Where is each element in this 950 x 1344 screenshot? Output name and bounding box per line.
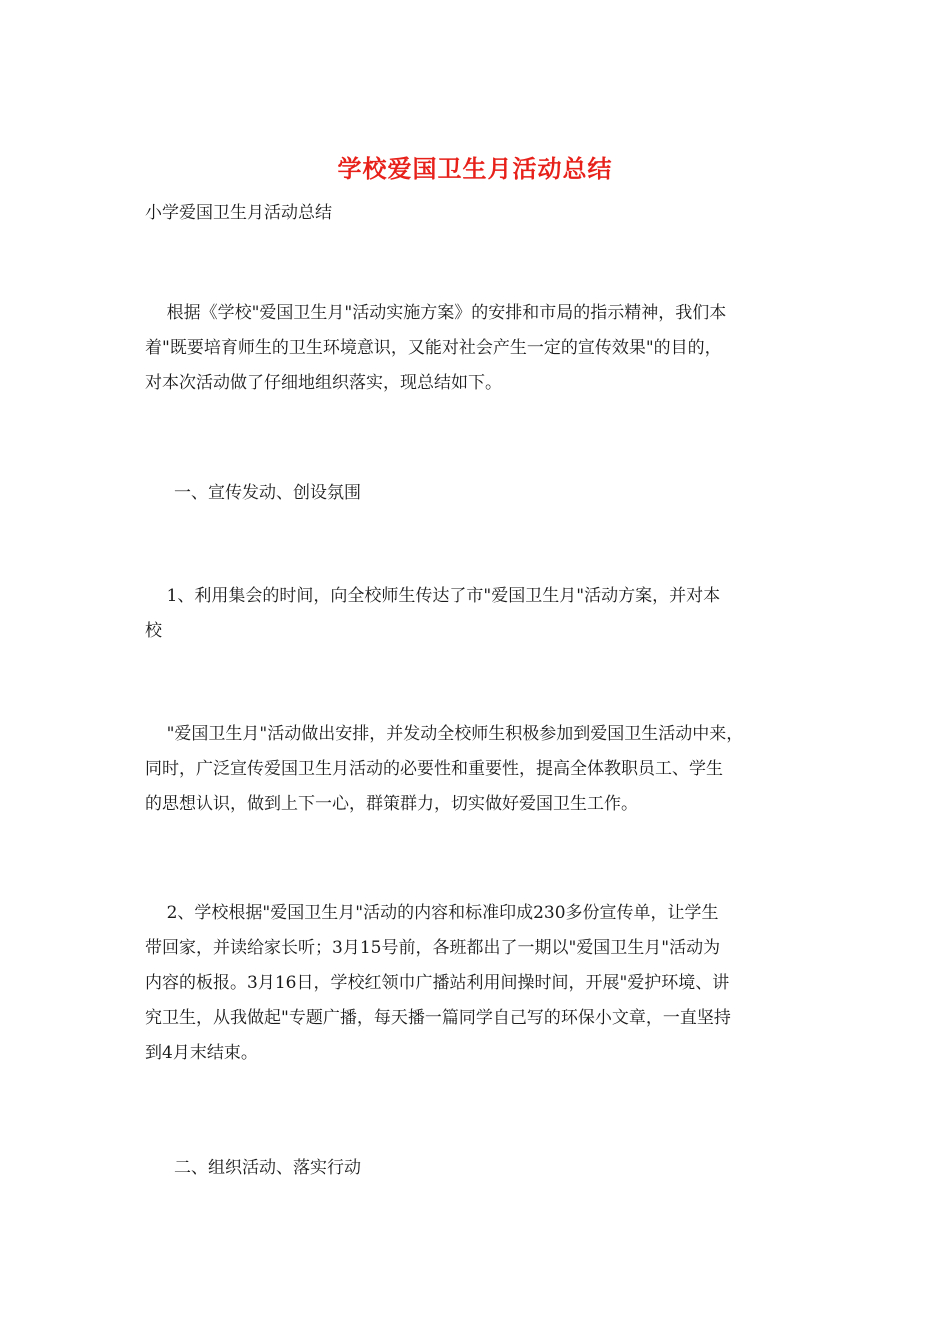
- item-2-paragraph: [145, 896, 815, 1071]
- item-1-cont-line: 的思想认识，做到上下一心，群策群力，切实做好爱国卫生工作。: [145, 794, 638, 814]
- item-2-line: 到4月末结束。: [145, 1043, 258, 1063]
- item-1-line: 校: [145, 621, 162, 641]
- document-subtitle: 小学爱国卫生月活动总结: [145, 203, 332, 223]
- item-2-line: 带回家，并读给家长听；3月15号前，各班都出了一期以"爱国卫生月"活动为: [145, 938, 721, 958]
- item-1-line: 1、利用集会的时间，向全校师生传达了市"爱国卫生月"活动方案，并对本: [145, 586, 721, 606]
- item-2-line: 2、学校根据"爱国卫生月"活动的内容和标准印成230多份宣传单，让学生: [145, 903, 719, 923]
- item-2-line: 内容的板报。3月16日，学校红领巾广播站利用间操时间，开展"爱护环境、讲: [145, 973, 730, 993]
- intro-line: 根据《学校"爱国卫生月"活动实施方案》的安排和市局的指示精神，我们本: [145, 303, 727, 323]
- item-1-cont-line: "爱国卫生月"活动做出安排，并发动全校师生积极参加到爱国卫生活动中来，: [145, 724, 744, 744]
- document-title: 学校爱国卫生月活动总结: [337, 154, 613, 183]
- item-1-paragraph: [145, 579, 815, 649]
- item-2-line: 究卫生，从我做起"专题广播，每天播一篇同学自己写的环保小文章，一直坚持: [145, 1008, 731, 1028]
- intro-line: 着"既要培育师生的卫生环境意识，又能对社会产生一定的宣传效果"的目的，: [145, 338, 722, 358]
- section-heading-1: 一、宣传发动、创设氛围: [174, 483, 361, 503]
- section-heading-2: 二、组织活动、落实行动: [174, 1158, 361, 1178]
- item-1-continuation: [145, 717, 815, 822]
- intro-paragraph: [145, 296, 815, 401]
- item-1-cont-line: 同时，广泛宣传爱国卫生月活动的必要性和重要性，提高全体教职员工、学生: [145, 759, 723, 779]
- intro-line: 对本次活动做了仔细地组织落实，现总结如下。: [145, 373, 502, 393]
